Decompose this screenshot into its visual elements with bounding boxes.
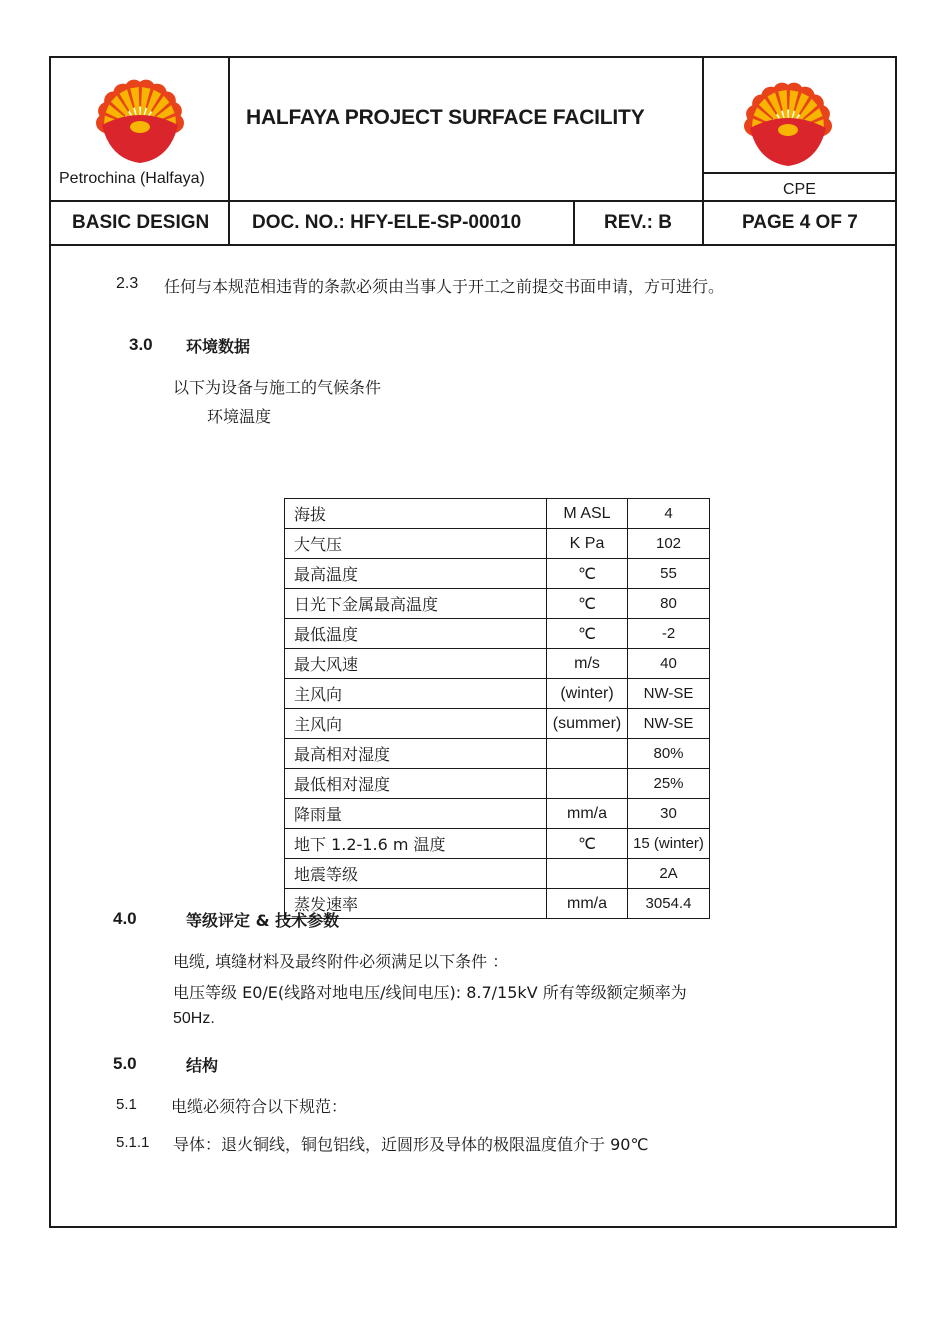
env-param-unit: M ASL [547,499,628,529]
env-param-value: 15 (winter) [628,829,710,859]
revision: REV.: B [604,212,672,233]
section-4-number: 4.0 [113,909,137,928]
env-param-value: 55 [628,559,710,589]
env-param-value: 80% [628,739,710,769]
header-vline-1 [228,56,230,246]
section-2-3-text: 任何与本规范相违背的条款必须由当事人于开工之前提交书面申请，方可进行。 [164,277,725,296]
env-param-unit [547,859,628,889]
env-param-name: 地下 1.2-1.6 m 温度 [285,829,547,859]
env-param-value: 80 [628,589,710,619]
env-param-unit: K Pa [547,529,628,559]
env-param-name: 地震等级 [285,859,547,889]
env-param-name: 海拔 [285,499,547,529]
section-4-line-3: 50Hz. [173,1010,215,1027]
env-table-row [285,859,710,889]
env-param-value: 40 [628,649,710,679]
env-param-value: -2 [628,619,710,649]
env-table-row [285,679,710,709]
env-param-name: 最高相对湿度 [285,739,547,769]
env-param-unit [547,769,628,799]
section-2-3-number: 2.3 [116,275,139,292]
section-3-title: 环境数据 [186,337,251,356]
document-title: HALFAYA PROJECT SURFACE FACILITY [246,106,645,129]
petrochina-logo-right [740,78,836,168]
env-param-value: 4 [628,499,710,529]
page-number: PAGE 4 OF 7 [742,212,858,233]
section-5-1-1-number: 5.1.1 [116,1134,150,1151]
env-param-value: 2A [628,859,710,889]
env-param-value: NW-SE [628,709,710,739]
petrochina-logo-left [92,75,188,165]
section-4-line-1: 电缆, 填缝材料及最终附件必须满足以下条件 ： [173,952,509,971]
header-divider-line [49,244,897,246]
env-table-row [285,739,710,769]
env-table-row [285,799,710,829]
env-param-unit: ℃ [547,829,628,859]
env-table-row [285,829,710,859]
env-param-unit: ℃ [547,559,628,589]
env-param-name: 主风向 [285,679,547,709]
env-table-row [285,709,710,739]
env-param-name: 最低温度 [285,619,547,649]
section-3-number: 3.0 [129,335,153,354]
env-table-row [285,889,710,919]
section-5-1-1-text: 导体：退火铜线，铜包铝线，近圆形及导体的极限温度值介于 90℃ [173,1135,649,1154]
env-param-value: 25% [628,769,710,799]
env-param-unit: m/s [547,649,628,679]
env-param-value: 102 [628,529,710,559]
env-param-name: 最大风速 [285,649,547,679]
header-vline-2 [702,56,704,246]
env-param-name: 最高温度 [285,559,547,589]
header-vline-3 [573,200,575,246]
env-param-unit: ℃ [547,619,628,649]
env-param-name: 降雨量 [285,799,547,829]
env-param-value: 30 [628,799,710,829]
env-table-row [285,589,710,619]
env-table-row [285,649,710,679]
env-param-unit [547,739,628,769]
env-table-row [285,619,710,649]
section-5-title: 结构 [186,1056,219,1075]
env-param-unit: mm/a [547,889,628,919]
env-param-unit: ℃ [547,589,628,619]
env-table-row [285,499,710,529]
env-param-value: NW-SE [628,679,710,709]
section-4-line-2: 电压等级 E0/E(线路对地电压/线间电压): 8.7/15kV 所有等级额定频率为 [173,983,687,1002]
env-param-value: 3054.4 [628,889,710,919]
basic-design-label: BASIC DESIGN [72,212,210,233]
env-table-row [285,559,710,589]
env-param-name: 日光下金属最高温度 [285,589,547,619]
env-param-name: 蒸发速率 [285,889,547,919]
section-4-title: 等级评定 & 技术参数 [186,911,340,930]
env-param-name: 最低相对湿度 [285,769,547,799]
env-table-row [285,769,710,799]
env-param-unit: (summer) [547,709,628,739]
company-left-name: Petrochina (Halfaya) [59,170,205,187]
section-3-intro: 以下为设备与施工的气候条件 [173,378,382,397]
section-5-1-number: 5.1 [116,1096,137,1113]
env-param-unit: mm/a [547,799,628,829]
company-right-name: CPE [783,181,816,198]
env-param-unit: (winter) [547,679,628,709]
environment-data-table [284,498,710,919]
cpe-divider-line [702,172,897,174]
header-bottom-line [49,200,897,202]
env-table-row [285,529,710,559]
section-5-number: 5.0 [113,1054,137,1073]
logo-sun [130,121,150,133]
logo-sun [778,124,798,136]
env-param-name: 大气压 [285,529,547,559]
env-param-name: 主风向 [285,709,547,739]
section-3-subtitle: 环境温度 [207,407,272,426]
section-5-1-text: 电缆必须符合以下规范： [171,1097,348,1116]
doc-number: DOC. NO.: HFY-ELE-SP-00010 [252,212,522,233]
